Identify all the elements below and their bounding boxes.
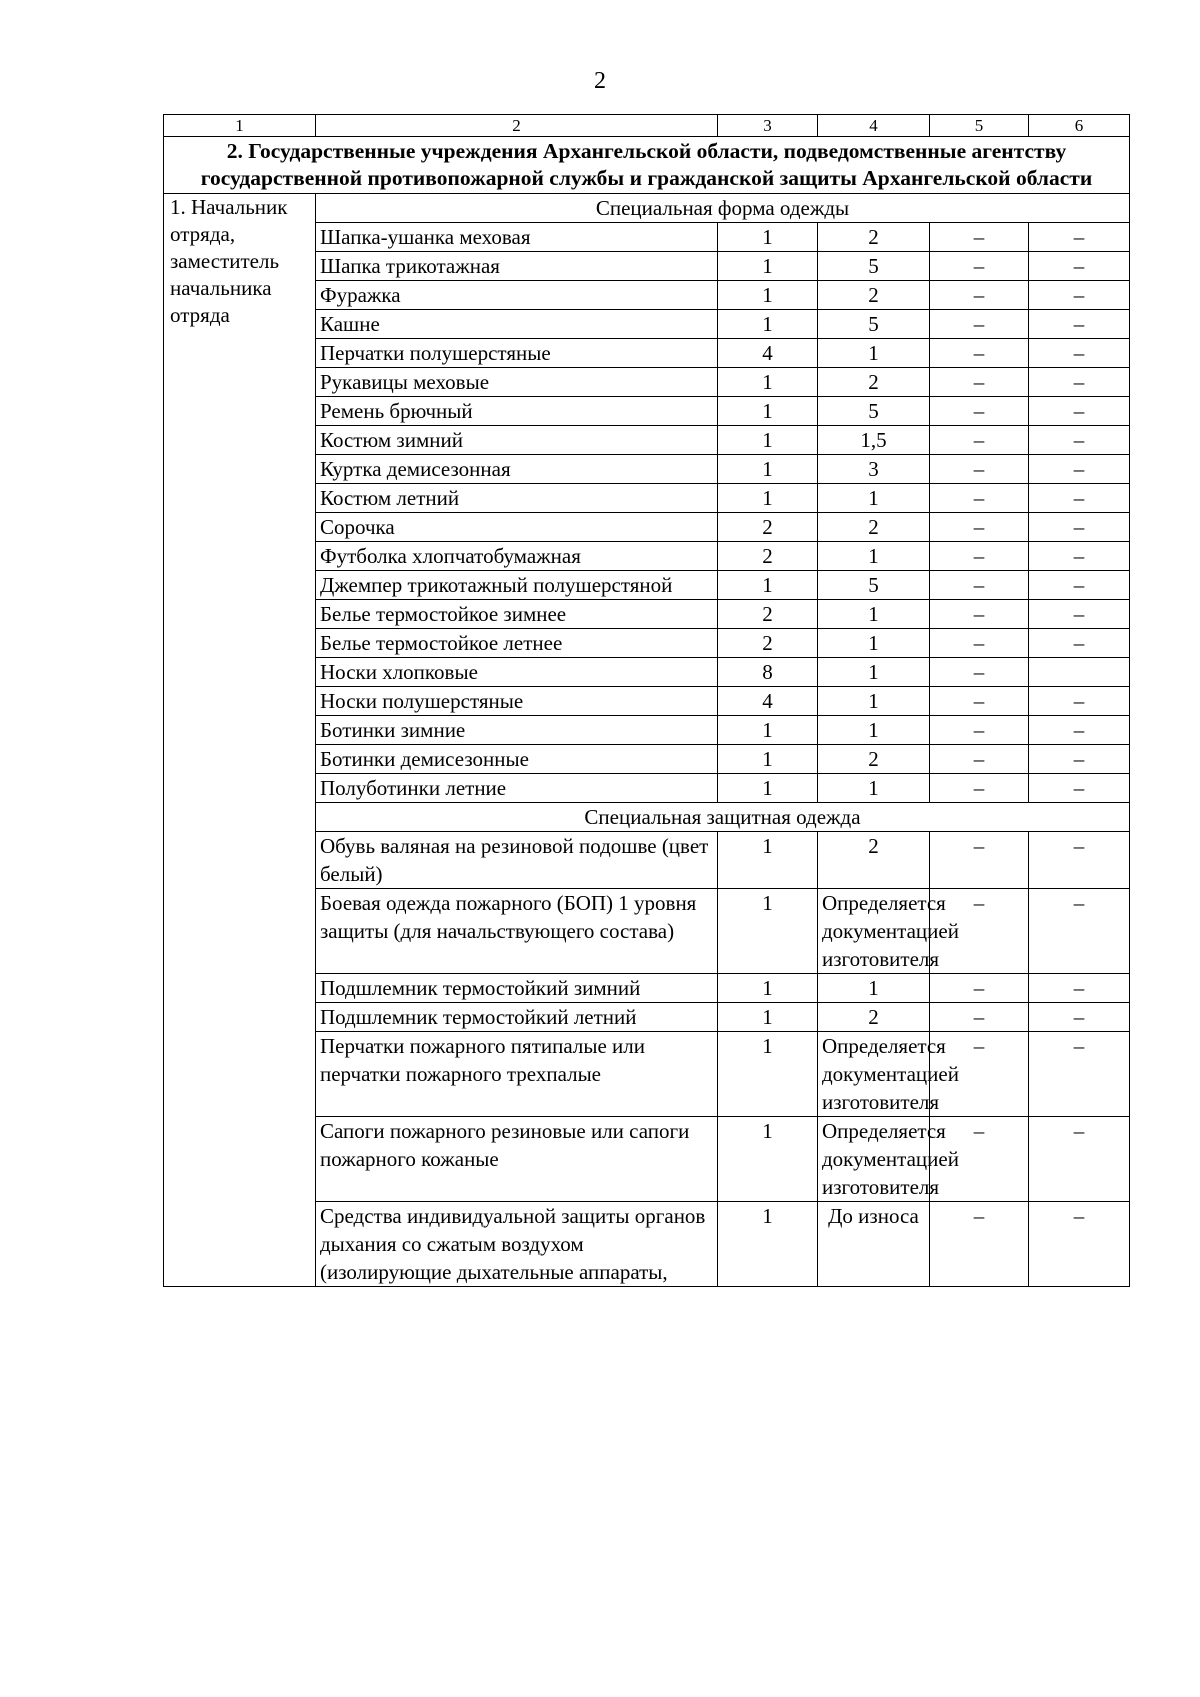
item-col5: – [930,600,1029,629]
item-col5: – [930,1032,1029,1117]
column-number: 6 [1029,115,1130,137]
item-col6: – [1029,571,1130,600]
item-name: Джемпер трикотажный полушерстяной [316,571,718,600]
item-col6: – [1029,223,1130,252]
item-name: Носки хлопковые [316,658,718,687]
item-col5: – [930,687,1029,716]
item-name: Сорочка [316,513,718,542]
item-quantity: 1 [718,368,818,397]
item-col6: – [1029,368,1130,397]
item-col5: – [930,310,1029,339]
item-wear-term: 2 [818,1003,930,1032]
item-col5: – [930,974,1029,1003]
item-col5: – [930,832,1029,889]
item-wear-term: 3 [818,455,930,484]
item-name: Футболка хлопчатобумажная [316,542,718,571]
item-col6: – [1029,339,1130,368]
item-name: Шапка трикотажная [316,252,718,281]
item-name: Ремень брючный [316,397,718,426]
column-number: 1 [164,115,316,137]
item-wear-term: 2 [818,832,930,889]
item-col5: – [930,1202,1029,1287]
item-name: Ботинки демисезонные [316,745,718,774]
item-col5: – [930,542,1029,571]
item-col5: – [930,889,1029,974]
item-name: Боевая одежда пожарного (БОП) 1 уровня защиты (для начальствующего состава) [316,889,718,974]
column-number: 2 [316,115,718,137]
item-col6: – [1029,252,1130,281]
item-col5: – [930,1117,1029,1202]
item-col5: – [930,716,1029,745]
item-col5: – [930,281,1029,310]
item-quantity: 2 [718,629,818,658]
item-quantity: 2 [718,513,818,542]
item-wear-term: 5 [818,571,930,600]
item-name: Костюм летний [316,484,718,513]
item-wear-term: Определяется документацией изготовителя [818,889,930,974]
item-wear-term: 1 [818,774,930,803]
item-quantity: 1 [718,223,818,252]
item-col6: – [1029,716,1130,745]
item-col6: – [1029,774,1130,803]
item-quantity: 1 [718,745,818,774]
item-col6: – [1029,1117,1130,1202]
item-name: Средства индивидуальной защиты органов дыхания со сжатым воздухом (изолирующие дыхательные аппараты, [316,1202,718,1287]
item-wear-term: 2 [818,513,930,542]
item-quantity: 1 [718,571,818,600]
item-wear-term: 5 [818,397,930,426]
item-name: Подшлемник термостойкий летний [316,1003,718,1032]
item-wear-term: 1 [818,629,930,658]
item-col6: – [1029,310,1130,339]
item-col5: – [930,426,1029,455]
item-wear-term: 1 [818,600,930,629]
item-quantity: 1 [718,281,818,310]
item-col5: – [930,629,1029,658]
item-name: Сапоги пожарного резиновые или сапоги пожарного кожаные [316,1117,718,1202]
item-name: Полуботинки летние [316,774,718,803]
item-col6: – [1029,600,1130,629]
item-col6: – [1029,745,1130,774]
item-name: Ботинки зимние [316,716,718,745]
norms-table [163,114,1130,1287]
item-col6: – [1029,484,1130,513]
item-quantity: 1 [718,1003,818,1032]
item-name: Белье термостойкое зимнее [316,600,718,629]
norms-table-body [164,115,1130,1287]
item-quantity: 1 [718,455,818,484]
item-name: Шапка-ушанка меховая [316,223,718,252]
item-wear-term: 2 [818,368,930,397]
item-col5: – [930,658,1029,687]
item-quantity: 4 [718,687,818,716]
item-quantity: 1 [718,774,818,803]
item-quantity: 1 [718,716,818,745]
item-name: Перчатки полушерстяные [316,339,718,368]
item-quantity: 1 [718,1032,818,1117]
item-wear-term: До износа [818,1202,930,1287]
item-wear-term: 2 [818,745,930,774]
section-title-row [164,137,1130,194]
item-name: Подшлемник термостойкий зимний [316,974,718,1003]
item-name: Рукавицы меховые [316,368,718,397]
item-col5: – [930,513,1029,542]
item-wear-term: 2 [818,281,930,310]
item-wear-term: 1 [818,974,930,1003]
item-name: Фуражка [316,281,718,310]
section-title: 2. Государственные учреждения Архангельской области, подведомственные агентству государственной противопожарной службы и гражданской защиты Архангельской области [164,137,1130,194]
item-col6: – [1029,426,1130,455]
item-quantity: 1 [718,484,818,513]
item-quantity: 1 [718,397,818,426]
item-col6: – [1029,1032,1130,1117]
subsection-title: Специальная форма одежды [316,194,1130,223]
item-col5: – [930,571,1029,600]
column-number: 4 [818,115,930,137]
item-quantity: 1 [718,974,818,1003]
item-col5: – [930,1003,1029,1032]
item-wear-term: 5 [818,252,930,281]
item-col6: – [1029,542,1130,571]
item-col6: – [1029,629,1130,658]
item-name: Куртка демисезонная [316,455,718,484]
item-col6: – [1029,455,1130,484]
item-col6 [1029,658,1130,687]
item-wear-term: 1,5 [818,426,930,455]
item-name: Обувь валяная на резиновой подошве (цвет белый) [316,832,718,889]
item-name: Кашне [316,310,718,339]
item-wear-term: Определяется документацией изготовителя [818,1032,930,1117]
item-name: Костюм зимний [316,426,718,455]
subsection-row [164,194,1130,223]
item-wear-term: 1 [818,658,930,687]
item-quantity: 1 [718,310,818,339]
item-quantity: 8 [718,658,818,687]
item-quantity: 2 [718,600,818,629]
item-col6: – [1029,974,1130,1003]
item-col6: – [1029,397,1130,426]
item-col6: – [1029,513,1130,542]
item-wear-term: 1 [818,339,930,368]
column-number-row [164,115,1130,137]
subsection-title: Специальная защитная одежда [316,803,1130,832]
item-quantity: 1 [718,832,818,889]
item-wear-term: Определяется документацией изготовителя [818,1117,930,1202]
item-wear-term: 1 [818,484,930,513]
item-col5: – [930,774,1029,803]
item-quantity: 2 [718,542,818,571]
item-name: Белье термостойкое летнее [316,629,718,658]
item-wear-term: 1 [818,542,930,571]
item-quantity: 4 [718,339,818,368]
item-wear-term: 2 [818,223,930,252]
item-col6: – [1029,687,1130,716]
item-wear-term: 5 [818,310,930,339]
item-col6: – [1029,281,1130,310]
item-col5: – [930,397,1029,426]
page-number: 2 [594,68,606,94]
item-name: Перчатки пожарного пятипалые или перчатки пожарного трехпалые [316,1032,718,1117]
item-quantity: 1 [718,426,818,455]
item-name: Носки полушерстяные [316,687,718,716]
item-col5: – [930,484,1029,513]
item-col5: – [930,252,1029,281]
column-number: 3 [718,115,818,137]
item-quantity: 1 [718,1117,818,1202]
item-quantity: 1 [718,252,818,281]
item-col5: – [930,339,1029,368]
item-col6: – [1029,889,1130,974]
item-col5: – [930,455,1029,484]
item-col5: – [930,745,1029,774]
item-col5: – [930,223,1029,252]
item-col6: – [1029,1003,1130,1032]
item-col6: – [1029,1202,1130,1287]
item-col6: – [1029,832,1130,889]
item-col5: – [930,368,1029,397]
column-number: 5 [930,115,1029,137]
item-quantity: 1 [718,1202,818,1287]
item-wear-term: 1 [818,716,930,745]
position-cell: 1. Начальник отряда, заместитель начальника отряда [164,194,316,1287]
item-quantity: 1 [718,889,818,974]
item-wear-term: 1 [818,687,930,716]
